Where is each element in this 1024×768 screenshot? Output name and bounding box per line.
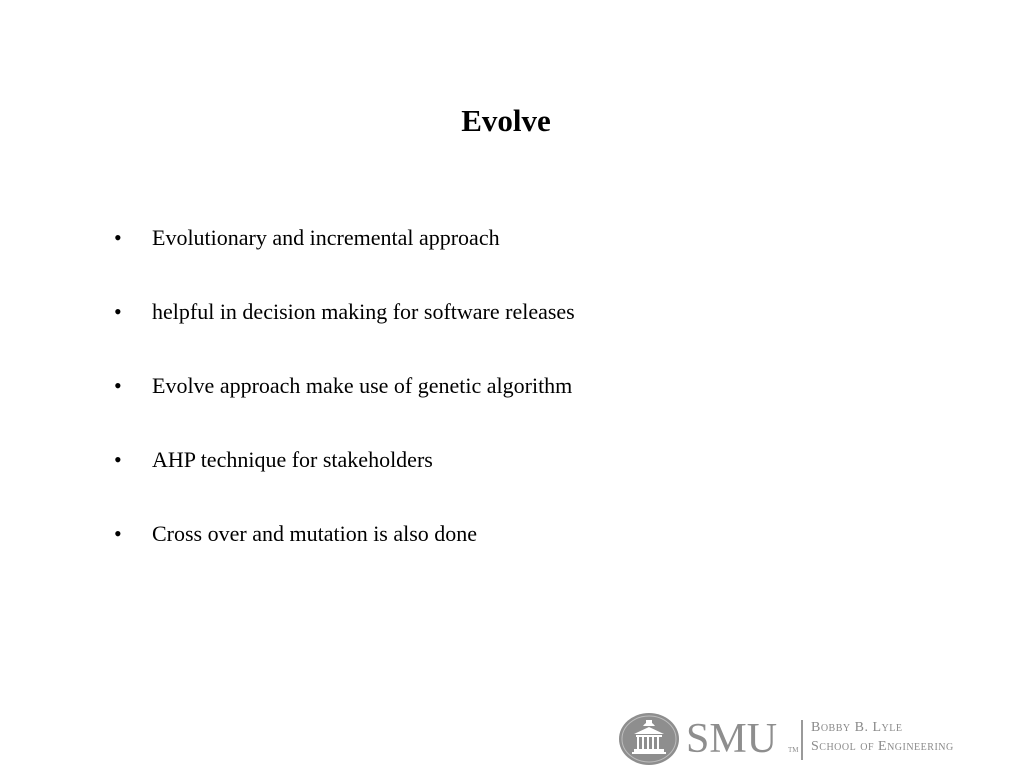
- bullet-marker: •: [114, 447, 122, 472]
- bullet-text: Evolve approach make use of genetic algorithm: [152, 373, 573, 398]
- logo-school-name: [811, 718, 954, 756]
- smu-logo: [616, 708, 1024, 768]
- bullet-marker: •: [114, 373, 122, 398]
- logo-trademark: TM: [788, 746, 799, 754]
- logo-wordmark: SMU: [686, 716, 778, 762]
- bullet-marker: •: [114, 225, 122, 250]
- slide-title: Evolve: [461, 103, 551, 138]
- bullet-text: Evolutionary and incremental approach: [152, 225, 500, 250]
- dallas-hall-seal-icon: [618, 712, 680, 766]
- logo-school-line2: School of Engineering: [811, 739, 954, 754]
- logo-school-line1: Bobby B. Lyle: [811, 720, 903, 735]
- bullet-marker: •: [114, 299, 122, 324]
- bullet-text: AHP technique for stakeholders: [152, 447, 433, 472]
- logo-divider: [801, 720, 803, 760]
- bullet-text: Cross over and mutation is also done: [152, 521, 478, 546]
- bullet-text: helpful in decision making for software releases: [152, 299, 575, 324]
- bullet-marker: •: [114, 521, 122, 546]
